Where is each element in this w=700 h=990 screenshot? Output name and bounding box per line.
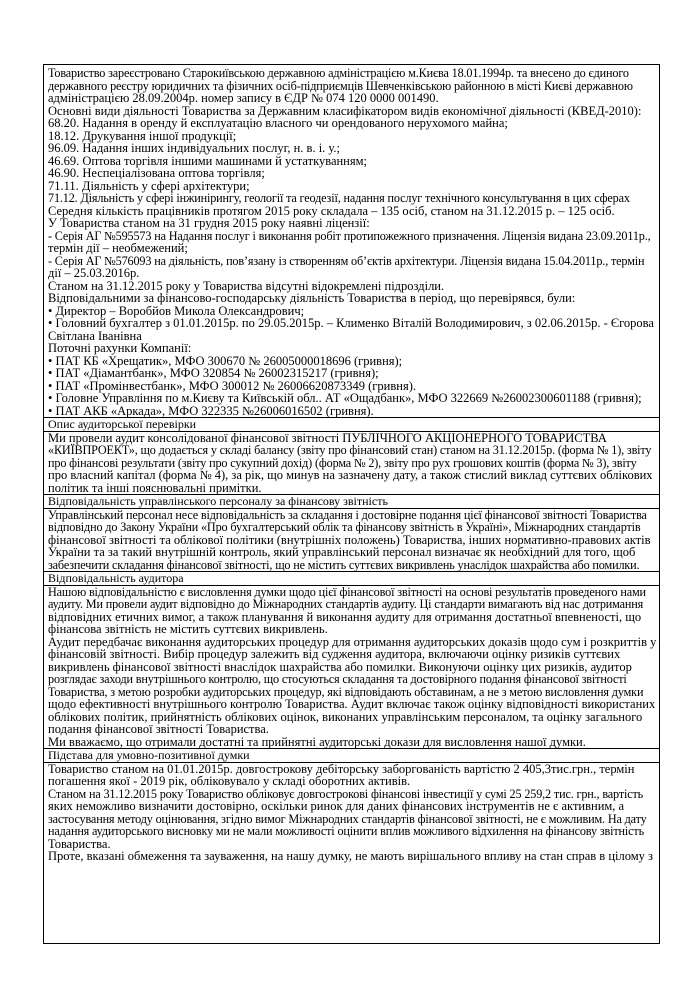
- section-heading: Відповідальність управлінського персоналу за фінансову звітність: [48, 494, 388, 508]
- text-line: державного реєстру юридичних та фізичних осіб-підприємців Шевченківською районною в місті Києві державною: [48, 78, 633, 93]
- text-line: 71.11. Діяльність у сфері архітектури;: [48, 178, 250, 193]
- text-line: - Серія АГ №595573 на Надання послуг і виконання робіт протипожежного призначення. Ліцензія видана 23.09.2011р.,: [48, 228, 651, 243]
- text-line: 46.90. Неспеціалізована оптова торгівля;: [48, 166, 265, 180]
- text-line: фінансовій звітності. Вибір процедур залежить від судження аудитора, включаючи оцінку ризиків суттєвих: [48, 647, 621, 661]
- text-line: Світлана Іванівна: [48, 328, 142, 343]
- text-line: фінансової звітності та облікової політики (внутрішніх положень) Товариства, інших нормативно-правових актів: [48, 532, 651, 547]
- text-line: • ПАТ АКБ «Аркада», МФО 322335 №26006016502 (гривня).: [48, 403, 374, 418]
- document-page: [43, 64, 660, 944]
- text-line: 46.69. Оптова торгівля іншими машинами й устаткуванням;: [48, 153, 368, 168]
- text-line: забезпечити складання фінансової звітності, що не містить суттєвих викривлень унаслідок шахрайства або помилки.: [48, 557, 640, 572]
- section-heading: Відповідальність аудитора: [48, 571, 184, 585]
- text-line: дії – 25.03.2016р.: [48, 266, 140, 280]
- section-heading: Підстава для умовно-позитивної думки: [48, 748, 250, 762]
- text-block: [48, 67, 656, 417]
- text-line: • ПАТ «Промінвестбанк», МФО 300012 № 26006620873349 (гривня).: [48, 378, 416, 393]
- text-line: • ПАТ КБ «Хрещатик», МФО 300670 № 26005000018696 (гривня);: [48, 353, 403, 368]
- text-line: - Серія АГ №576093 на діяльність, пов’язану із створенням об’єктів архітектури. Ліцензія видана 15.04.2011р., термін: [48, 253, 645, 268]
- text-line: • Головний бухгалтер з 01.01.2015р. по 29.05.2015р. – Клименко Віталій Володимирович, з 02.06.2015р. - Єгорова: [48, 316, 654, 330]
- text-line: «КИЇВПРОЕКТ», що додається у складі балансу (звіту про фінансовий стан) станом на 31.12.2015р. (форма № 1), звіту: [48, 443, 652, 457]
- text-line: Нашою відповідальністю є висловлення думки щодо цієї фінансової звітності на основі результатів проведеного нами: [48, 584, 646, 599]
- text-block: [48, 586, 656, 749]
- text-line: Ми провели аудит консолідованої фінансової звітності ПУБЛІЧНОГО АКЦІОНЕРНОГО ТОВАРИСТВА: [48, 430, 607, 445]
- text-line: подання фінансової звітності Товариства.: [48, 722, 269, 736]
- text-line: щодо ефективності внутрішнього контролю Товариства. Аудит включає також оцінку відповідності використаних: [48, 697, 656, 711]
- text-line: У Товариства станом на 31 грудня 2015 року наявні ліцензії:: [48, 216, 370, 230]
- text-line: викривлень фінансової звітності внаслідок шахрайства або помилки. Виконуючи оцінку цих ризиків, аудитор: [48, 659, 632, 674]
- text-line: термін дії – необмежений;: [48, 241, 188, 255]
- text-line: України та за такий внутрішній контроль, який управлінський персонал визначає як необхідний для того, щоб: [48, 545, 636, 559]
- text-line: відповідних етичних вимог, а також планування й виконання аудиту для отримання достатньої впевненості, що: [48, 609, 642, 624]
- text-line: застосування методу оцінювання, згідно вимог Міжнародних стандартів фінансової звітності, не є можливим. На дату: [48, 811, 647, 826]
- text-line: Середня кількість працівників протягом 2015 року складала – 135 осіб, станом на 31.12.2015 р. – 125 осіб.: [48, 203, 615, 218]
- text-line: про фінансові результати (звіту про сукупний дохід) (форма № 2), звіту про рух грошових коштів (форма № 3), звіту: [48, 455, 637, 470]
- text-line: Проте, вказані обмеження та зауваження, на нашу думку, не мають вирішального впливу на стан справ в цілому з: [48, 849, 653, 863]
- text-line: фінансова звітність не містить суттєвих викривлень.: [48, 622, 328, 636]
- text-line: 71.12. Діяльність у сфері інжинірингу, геології та геодезії, надання послуг технічного консультування в цих сферах: [48, 191, 630, 205]
- text-line: Управлінський персонал несе відповідальність за складання і достовірне подання цієї фінансової звітності Товариства: [48, 507, 647, 522]
- text-line: Станом на 31.12.2015 року Товариство обліковує довгострокові фінансові інвестиції у сумі 25 259,2 тис. грн., вартість: [48, 786, 644, 801]
- text-line: • ПАТ «Діамантбанк», МФО 320854 № 26002315217 (гривня);: [48, 366, 379, 380]
- text-line: Товариства.: [48, 836, 111, 851]
- text-block: [48, 509, 656, 572]
- text-line: адміністрацією 28.09.2004р. номер запису в ЄДР № 074 120 0000 001490.: [48, 91, 439, 105]
- text-block: [48, 763, 656, 863]
- text-line: • Директор – Воробйов Микола Олександрович;: [48, 303, 305, 318]
- text-line: Поточні рахунки Компанії:: [48, 341, 192, 355]
- text-line: Станом на 31.12.2015 року у Товариства відсутні відокремлені підрозділи.: [48, 278, 445, 293]
- text-line: погашення якої - 2019 рік, обліковувало у складі оборотних активів.: [48, 774, 411, 788]
- text-line: про власний капітал (форма № 4), за рік, що минув на зазначену дату, а також стислий виклад суттєвих облікових: [48, 468, 653, 482]
- text-line: Відповідальними за фінансово-господарську діяльність Товариства в період, що перевірявся, були:: [48, 291, 576, 305]
- text-line: • Головне Управління по м.Києву та Київській обл.. АТ «Ощадбанк», МФО 322669 №26002300601188 (гривня);: [48, 391, 642, 405]
- text-line: аудиту. Ми провели аудит відповідно до Міжнародних стандартів аудиту. Ці стандарти вимагають від нас дотримання: [48, 597, 644, 611]
- text-line: яких неможливо визначити достовірно, оскільки ринок для даних фінансових інструментів не є активним, а: [48, 799, 625, 813]
- section-heading: Опис аудиторської перевірки: [48, 417, 197, 431]
- text-line: 18.12. Друкування іншої продукції;: [48, 128, 237, 143]
- text-line: Товариства, з метою розробки аудиторських процедур, які відповідають обставинам, а не з метою висловлення думки: [48, 684, 644, 699]
- text-line: 96.09. Надання інших індивідуальних послуг, н. в. і. у.;: [48, 141, 341, 155]
- text-line: Товариство станом на 01.01.2015р. довгострокову дебіторську заборгованість вартістю 2 405,3тис.грн., термін: [48, 761, 635, 776]
- text-line: Товариство зареєстровано Старокиївською державною адміністрацією м.Києва 18.01.1994р. та внесено до єдиного: [48, 66, 629, 80]
- text-line: надання аудиторського висновку ми не мали можливості оцінити вплив можливого відхилення на фінансову звітність: [48, 824, 644, 838]
- text-line: Основні види діяльності Товариства за Державним класифікатором видів економічної діяльності (КВЕД-2010):: [48, 103, 642, 118]
- text-line: Аудит передбачає виконання аудиторських процедур для отримання аудиторських доказів щодо сум і розкриттів у: [48, 634, 657, 649]
- text-line: Ми вважаємо, що отримали достатні та прийнятні аудиторські докази для висловлення нашої думки.: [48, 734, 586, 749]
- text-block: [48, 432, 656, 495]
- text-line: розглядає заходи внутрішнього контролю, що стосуються складання та достовірного подання фінансової звітності: [48, 672, 627, 686]
- text-line: політик та інші пояснювальні примітки.: [48, 480, 262, 495]
- text-line: відповідно до Закону України «Про бухгалтерський облік та фінансову звітність в Україні», Міжнародних стандартів: [48, 520, 641, 534]
- text-line: 68.20. Надання в оренду й експлуатацію власного чи орендованого нерухомого майна;: [48, 116, 508, 130]
- text-line: облікових політик, прийнятність облікових оцінок, виконаних управлінським персоналом, та оцінку загального: [48, 709, 643, 724]
